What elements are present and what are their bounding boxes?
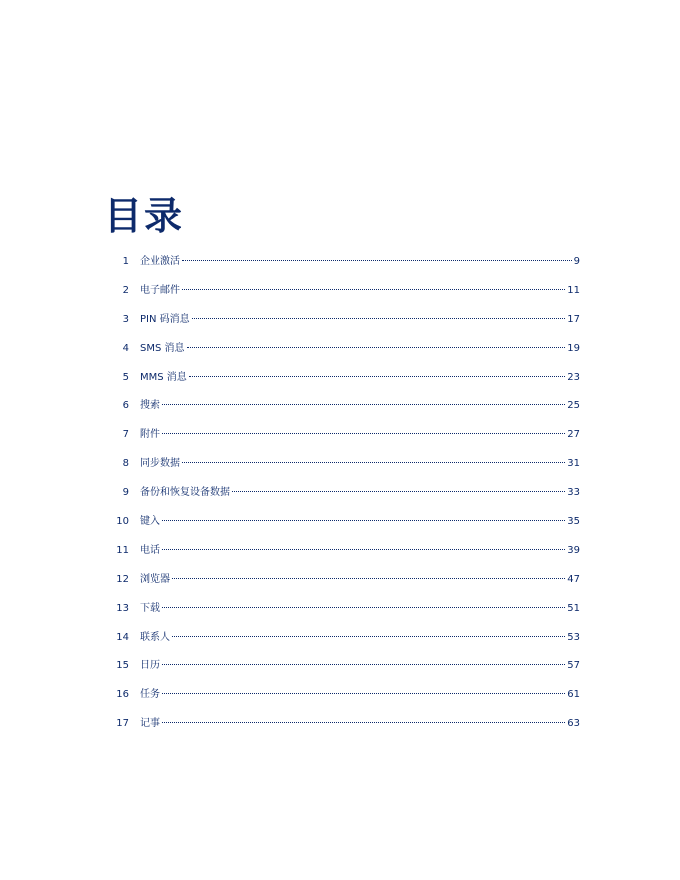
toc-entry[interactable] xyxy=(110,570,580,599)
toc-entry-page-number[interactable]: 17 xyxy=(567,313,580,325)
toc-dot-leader xyxy=(182,289,565,290)
toc-entry-page-number[interactable]: 33 xyxy=(567,487,580,499)
toc-dot-leader xyxy=(182,462,565,463)
toc-entry-number: 13 xyxy=(116,602,129,614)
toc-entry-page-number[interactable]: 53 xyxy=(567,631,580,643)
toc-entry-number: 15 xyxy=(116,660,129,672)
toc-entry-number: 9 xyxy=(122,487,129,499)
toc-entry-label[interactable]: 搜索 xyxy=(140,400,160,412)
toc-entry[interactable] xyxy=(110,252,580,281)
toc-entry[interactable] xyxy=(110,656,580,685)
toc-entry-number: 17 xyxy=(116,718,129,730)
toc-entry[interactable] xyxy=(110,599,580,628)
toc-entry-page-number[interactable]: 57 xyxy=(567,660,580,672)
toc-dot-leader xyxy=(162,607,565,608)
toc-entry-label[interactable]: 日历 xyxy=(140,660,160,672)
toc-entry-label[interactable]: 电话 xyxy=(140,544,160,556)
toc-entry-number: 7 xyxy=(122,429,129,441)
toc-dot-leader xyxy=(232,491,565,492)
toc-entry-page-number[interactable]: 9 xyxy=(573,256,580,267)
toc-dot-leader xyxy=(162,549,565,550)
toc-dot-leader xyxy=(172,578,565,579)
toc-entry-label[interactable]: 同步数据 xyxy=(140,458,180,470)
toc-entry[interactable] xyxy=(110,541,580,570)
toc-entry[interactable] xyxy=(110,425,580,454)
toc-entry-page-number[interactable]: 19 xyxy=(567,342,580,354)
toc-dot-leader xyxy=(182,260,572,261)
toc-entry-label[interactable]: MMS 消息 xyxy=(140,371,187,383)
toc-entry-page-number[interactable]: 51 xyxy=(567,602,580,614)
toc-entry[interactable] xyxy=(110,339,580,368)
toc-entry-page-number[interactable]: 63 xyxy=(567,718,580,730)
toc-entry-label[interactable]: 任务 xyxy=(140,689,160,701)
toc-entry-number: 1 xyxy=(122,256,129,267)
toc-entry-page-number[interactable]: 11 xyxy=(567,284,580,296)
toc-dot-leader xyxy=(162,520,565,521)
toc-dot-leader xyxy=(162,404,565,405)
toc-entry-label[interactable]: PIN 码消息 xyxy=(140,313,190,325)
toc-dot-leader xyxy=(192,318,566,319)
toc-entry[interactable] xyxy=(110,685,580,714)
toc-entry-label[interactable]: 浏览器 xyxy=(140,573,170,585)
toc-entry-page-number[interactable]: 31 xyxy=(567,458,580,470)
toc-entry-number: 3 xyxy=(122,313,129,325)
toc-entry[interactable] xyxy=(110,396,580,425)
toc-dot-leader xyxy=(162,722,565,723)
toc-entry[interactable] xyxy=(110,512,580,541)
toc-entry-number: 5 xyxy=(122,371,129,383)
toc-entry-label[interactable]: 下载 xyxy=(140,602,160,614)
toc-entry-page-number[interactable]: 47 xyxy=(567,573,580,585)
toc-entry-number: 11 xyxy=(116,544,129,556)
toc-entry-page-number[interactable]: 39 xyxy=(567,544,580,556)
toc-entry-page-number[interactable]: 61 xyxy=(567,689,580,701)
toc-entry-number: 6 xyxy=(122,400,129,412)
toc-dot-leader xyxy=(187,347,566,348)
page-title: 目录 xyxy=(104,194,185,238)
toc-entry-number: 8 xyxy=(122,458,129,470)
toc-entry-label[interactable]: 附件 xyxy=(140,429,160,441)
toc-entry-number: 2 xyxy=(122,284,129,296)
toc-entry[interactable] xyxy=(110,281,580,310)
toc-entry-label[interactable]: 电子邮件 xyxy=(140,284,180,296)
toc-entry-number: 12 xyxy=(116,573,129,585)
toc-entry-label[interactable]: 企业激活 xyxy=(140,256,180,267)
toc-entry[interactable] xyxy=(110,368,580,397)
toc-list xyxy=(110,252,580,743)
toc-entry-number: 4 xyxy=(122,342,129,354)
toc-dot-leader xyxy=(172,636,565,637)
toc-entry[interactable] xyxy=(110,628,580,657)
toc-entry-page-number[interactable]: 35 xyxy=(567,516,580,528)
toc-entry[interactable] xyxy=(110,454,580,483)
toc-entry-label[interactable]: 联系人 xyxy=(140,631,170,643)
toc-entry[interactable] xyxy=(110,714,580,743)
toc-entry-label[interactable]: 记事 xyxy=(140,718,160,730)
toc-dot-leader xyxy=(162,433,565,434)
toc-entry[interactable] xyxy=(110,310,580,339)
toc-entry-page-number[interactable]: 25 xyxy=(567,400,580,412)
toc-entry-number: 14 xyxy=(116,631,129,643)
toc-entry-label[interactable]: SMS 消息 xyxy=(140,342,185,354)
toc-entry-number: 16 xyxy=(116,689,129,701)
toc-dot-leader xyxy=(162,664,565,665)
toc-entry[interactable] xyxy=(110,483,580,512)
toc-entry-page-number[interactable]: 23 xyxy=(567,371,580,383)
toc-entry-number: 10 xyxy=(116,516,129,528)
toc-entry-label[interactable]: 键入 xyxy=(140,516,160,528)
toc-entry-label[interactable]: 备份和恢复设备数据 xyxy=(140,487,230,499)
toc-dot-leader xyxy=(189,376,565,377)
toc-entry-page-number[interactable]: 27 xyxy=(567,429,580,441)
toc-dot-leader xyxy=(162,693,565,694)
